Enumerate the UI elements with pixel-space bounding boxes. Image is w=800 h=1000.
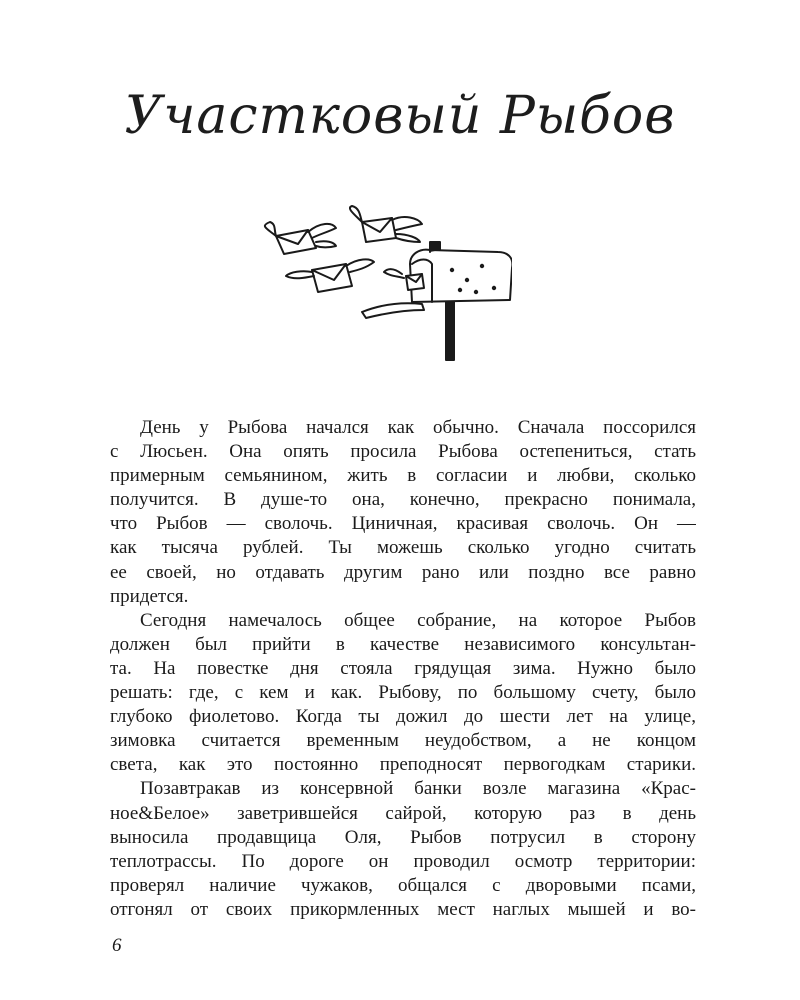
text-line: примерным семьянином, жить в согласии и любви, сколько bbox=[110, 465, 696, 487]
text-line: ее своей, но отдавать другим рано или поздно все равно bbox=[110, 561, 696, 583]
text-line: отгонял от своих прикормленных мест наглых мышей и во- bbox=[110, 898, 696, 920]
text-line: выносила продавщица Оля, Рыбов потрусил в сторону bbox=[110, 826, 696, 848]
text-line: что Рыбов — сволочь. Циничная, красивая сволочь. Он — bbox=[110, 513, 696, 535]
chapter-illustration bbox=[262, 200, 512, 365]
mailbox-with-flying-letters-icon bbox=[262, 200, 512, 365]
text-line: должен был прийти в качестве независимого консультан- bbox=[110, 633, 696, 655]
chapter-text bbox=[110, 416, 696, 922]
text-line: с Люсьен. Она опять просила Рыбова остепениться, стать bbox=[110, 441, 696, 463]
mailbox-icon bbox=[362, 242, 512, 360]
text-line: света, как это постоянно преподносят первогодкам старики. bbox=[110, 754, 696, 776]
text-line: глубоко фиолетово. Когда ты дожил до шести лет на улице, bbox=[110, 706, 696, 728]
text-line: придется. bbox=[110, 585, 189, 607]
chapter-title: Участковый Рыбов bbox=[124, 86, 676, 146]
text-line: как тысяча рублей. Ты можешь сколько угодно считать bbox=[110, 537, 696, 559]
flying-letter-icon bbox=[265, 222, 336, 254]
text-line: зимовка считается временным неудобством, а не концом bbox=[110, 730, 696, 752]
page-number: 6 bbox=[112, 935, 122, 956]
text-line: ное&Белое» заветрившейся сайрой, которую раз в день bbox=[110, 802, 696, 824]
text-line: та. На повестке дня стояла грядущая зима. Нужно было bbox=[110, 657, 696, 679]
flying-letter-icon bbox=[286, 259, 374, 292]
text-line: теплотрассы. По дороге он проводил осмотр территории: bbox=[110, 850, 696, 872]
text-line: проверял наличие чужаков, общался с дворовыми псами, bbox=[110, 874, 696, 896]
text-line: День у Рыбова начался как обычно. Сначала поссорился bbox=[140, 417, 696, 438]
text-line: решать: где, с кем и как. Рыбову, по большому счету, было bbox=[110, 682, 696, 704]
flying-letter-icon bbox=[350, 206, 422, 242]
text-line: Позавтракав из консервной банки возле магазина «Крас- bbox=[140, 778, 696, 800]
text-line: Сегодня намечалось общее собрание, на которое Рыбов bbox=[140, 609, 696, 631]
text-line: получится. В душе-то она, конечно, прекрасно понимала, bbox=[110, 489, 696, 511]
